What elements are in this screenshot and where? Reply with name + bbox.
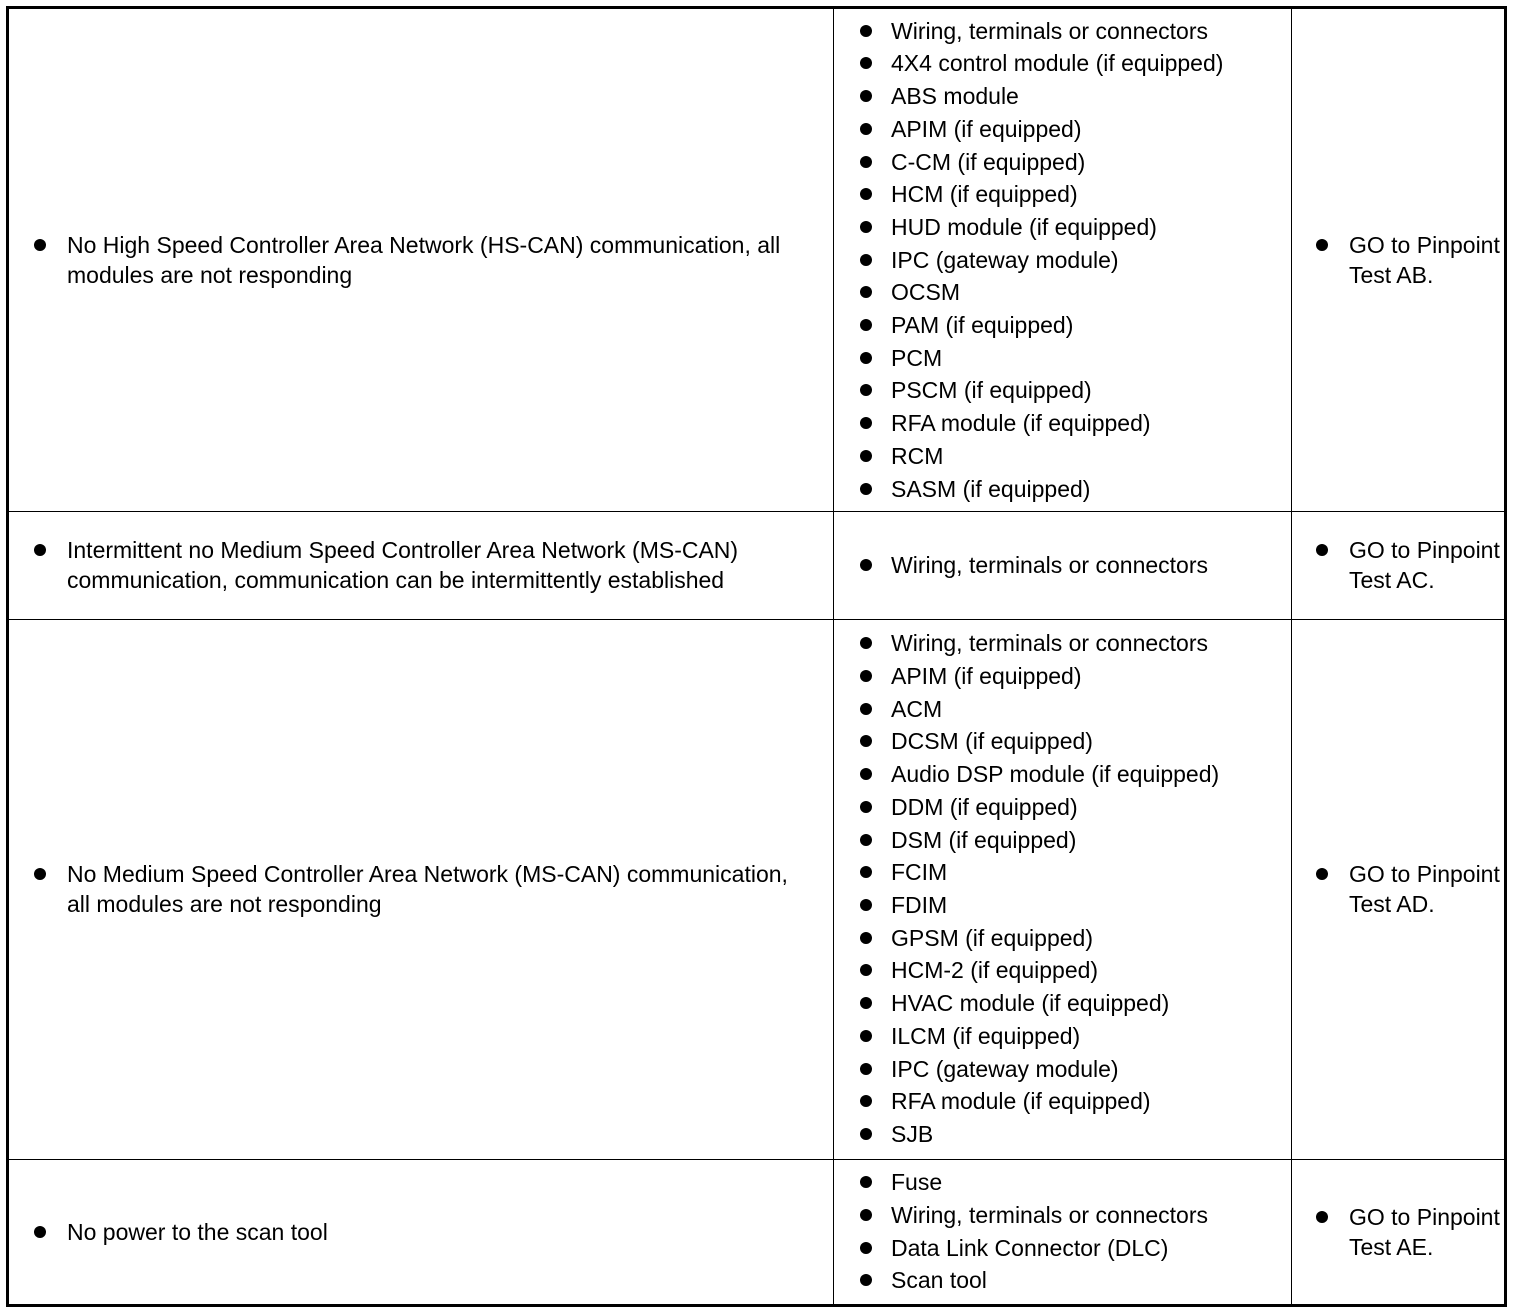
bullet-icon: [860, 1176, 872, 1188]
cause-item: [891, 549, 1291, 582]
bullet-icon: [860, 866, 872, 878]
cause-item: [891, 1166, 1291, 1199]
bullet-icon: [860, 1128, 872, 1140]
bullet-icon: [860, 221, 872, 233]
cause-text: Wiring, terminals or connectors: [891, 630, 1208, 657]
cause-item: [891, 693, 1291, 726]
bullet-icon: [34, 868, 46, 880]
bullet-icon: [34, 1226, 46, 1238]
cause-text: SJB: [891, 1120, 934, 1147]
action-cell: [1291, 619, 1504, 1159]
cause-item: [891, 440, 1291, 473]
cause-item: [891, 791, 1291, 824]
cause-text: RFA module (if equipped): [891, 1088, 1151, 1115]
bullet-icon: [860, 834, 872, 846]
symptom-item: [67, 230, 813, 290]
symptom-cell: [9, 619, 833, 1159]
cause-text: GPSM (if equipped): [891, 924, 1093, 951]
cause-item: [891, 113, 1291, 146]
cause-item: [891, 244, 1291, 277]
pinpoint-test-link[interactable]: GO to Pinpoint Test AD.: [1349, 861, 1500, 917]
symptom-text: No power to the scan tool: [67, 1218, 328, 1245]
cause-text: ABS module: [891, 83, 1019, 110]
bullet-icon: [860, 637, 872, 649]
bullet-icon: [860, 559, 872, 571]
symptom-item: [67, 1217, 813, 1247]
bullet-icon: [860, 997, 872, 1009]
cause-item: [891, 660, 1291, 693]
bullet-icon: [1316, 1211, 1328, 1223]
bullet-icon: [860, 768, 872, 780]
action-cell: [1291, 9, 1504, 511]
cause-text: OCSM: [891, 279, 960, 306]
symptom-text: No High Speed Controller Area Network (HS-CAN) communication, all modules are not responding: [67, 232, 781, 288]
cause-item: [891, 1118, 1291, 1151]
possible-causes-cell: [833, 619, 1291, 1159]
cause-item: [891, 211, 1291, 244]
symptom-text: Intermittent no Medium Speed Controller Area Network (MS-CAN) communication, communication can be intermittently established: [67, 537, 739, 593]
bullet-icon: [860, 384, 872, 396]
action-cell: [1291, 511, 1504, 619]
cause-item: [891, 954, 1291, 987]
bullet-icon: [860, 1242, 872, 1254]
possible-causes-cell: [833, 511, 1291, 619]
bullet-icon: [860, 123, 872, 135]
bullet-icon: [860, 57, 872, 69]
bullet-icon: [860, 25, 872, 37]
cause-item: [891, 47, 1291, 80]
cause-item: [891, 374, 1291, 407]
cause-item: [891, 309, 1291, 342]
bullet-icon: [860, 319, 872, 331]
bullet-icon: [860, 450, 872, 462]
pinpoint-test-link[interactable]: GO to Pinpoint Test AB.: [1349, 232, 1500, 288]
cause-text: HUD module (if equipped): [891, 213, 1157, 240]
cause-text: ACM: [891, 695, 943, 722]
cause-text: APIM (if equipped): [891, 115, 1082, 142]
action-item: [1349, 859, 1500, 919]
cause-item: [891, 276, 1291, 309]
cause-text: C-CM (if equipped): [891, 148, 1086, 175]
cause-text: RFA module (if equipped): [891, 410, 1151, 437]
bullet-icon: [860, 670, 872, 682]
bullet-icon: [1316, 239, 1328, 251]
bullet-icon: [860, 188, 872, 200]
cause-text: PSCM (if equipped): [891, 377, 1092, 404]
cause-text: Fuse: [891, 1169, 943, 1196]
cause-text: Scan tool: [891, 1267, 987, 1294]
cause-item: [891, 178, 1291, 211]
cause-text: DSM (if equipped): [891, 826, 1077, 853]
bullet-icon: [860, 1209, 872, 1221]
bullet-icon: [1316, 544, 1328, 556]
bullet-icon: [860, 156, 872, 168]
bullet-icon: [860, 1063, 872, 1075]
cause-item: [891, 146, 1291, 179]
cause-text: Wiring, terminals or connectors: [891, 1201, 1208, 1228]
cause-item: [891, 1020, 1291, 1053]
bullet-icon: [860, 932, 872, 944]
cause-text: Wiring, terminals or connectors: [891, 17, 1208, 44]
cause-item: [891, 15, 1291, 48]
possible-causes-cell: [833, 9, 1291, 511]
cause-text: Audio DSP module (if equipped): [891, 761, 1220, 788]
cause-item: [891, 473, 1291, 506]
cause-text: IPC (gateway module): [891, 246, 1119, 273]
bullet-icon: [860, 1095, 872, 1107]
cause-text: FDIM: [891, 892, 948, 918]
bullet-icon: [860, 352, 872, 364]
cause-text: DDM (if equipped): [891, 793, 1078, 820]
cause-text: PAM (if equipped): [891, 312, 1074, 339]
action-item: [1349, 1202, 1500, 1262]
cause-item: [891, 80, 1291, 113]
cause-text: ILCM (if equipped): [891, 1022, 1081, 1049]
symptom-text: No Medium Speed Controller Area Network (MS-CAN) communication, all modules are not responding: [67, 861, 788, 917]
cause-item: [891, 824, 1291, 857]
cause-text: RCM: [891, 442, 944, 469]
bullet-icon: [860, 1274, 872, 1286]
cause-text: HCM (if equipped): [891, 181, 1078, 208]
action-item: [1349, 230, 1500, 290]
cause-item: [891, 758, 1291, 791]
symptom-cell: [9, 511, 833, 619]
bullet-icon: [860, 703, 872, 715]
cause-text: APIM (if equipped): [891, 663, 1082, 690]
cause-item: [891, 342, 1291, 375]
cause-text: HVAC module (if equipped): [891, 990, 1170, 1017]
bullet-icon: [860, 483, 872, 495]
bullet-icon: [34, 239, 46, 251]
bullet-icon: [860, 90, 872, 102]
symptom-cell: [9, 9, 833, 511]
cause-item: [891, 1264, 1291, 1297]
cause-text: Data Link Connector (DLC): [891, 1234, 1169, 1261]
cause-text: PCM: [891, 344, 943, 371]
cause-item: [891, 987, 1291, 1020]
symptom-cell: [9, 1159, 833, 1304]
cause-text: DCSM (if equipped): [891, 728, 1093, 755]
bullet-icon: [1316, 868, 1328, 880]
symptom-item: [67, 535, 813, 595]
bullet-icon: [860, 417, 872, 429]
bullet-icon: [860, 1030, 872, 1042]
cause-text: IPC (gateway module): [891, 1055, 1119, 1082]
cause-item: [891, 1199, 1291, 1232]
cause-item: [891, 922, 1291, 955]
cause-text: FCIM: [891, 859, 948, 886]
cause-text: SASM (if equipped): [891, 475, 1091, 502]
bullet-icon: [860, 964, 872, 976]
bullet-icon: [860, 254, 872, 266]
cause-item: [891, 725, 1291, 758]
bullet-icon: [860, 801, 872, 813]
bullet-icon: [860, 899, 872, 911]
bullet-icon: [34, 544, 46, 556]
cause-item: [891, 856, 1291, 889]
action-item: [1349, 535, 1500, 595]
cause-item: [891, 1085, 1291, 1118]
cause-item: [891, 627, 1291, 660]
bullet-icon: [860, 735, 872, 747]
cause-text: 4X4 control module (if equipped): [891, 50, 1224, 77]
symptom-item: [67, 859, 813, 919]
cause-text: Wiring, terminals or connectors: [891, 551, 1208, 578]
cause-text: HCM-2 (if equipped): [891, 957, 1099, 984]
pinpoint-test-link[interactable]: GO to Pinpoint Test AC.: [1349, 537, 1500, 593]
cause-item: [891, 407, 1291, 440]
pinpoint-test-link[interactable]: GO to Pinpoint Test AE.: [1349, 1203, 1500, 1260]
cause-item: [891, 889, 1291, 922]
cause-item: [891, 1232, 1291, 1265]
cause-item: [891, 1053, 1291, 1086]
possible-causes-cell: [833, 1159, 1291, 1304]
bullet-icon: [860, 286, 872, 298]
action-cell: [1291, 1159, 1504, 1304]
